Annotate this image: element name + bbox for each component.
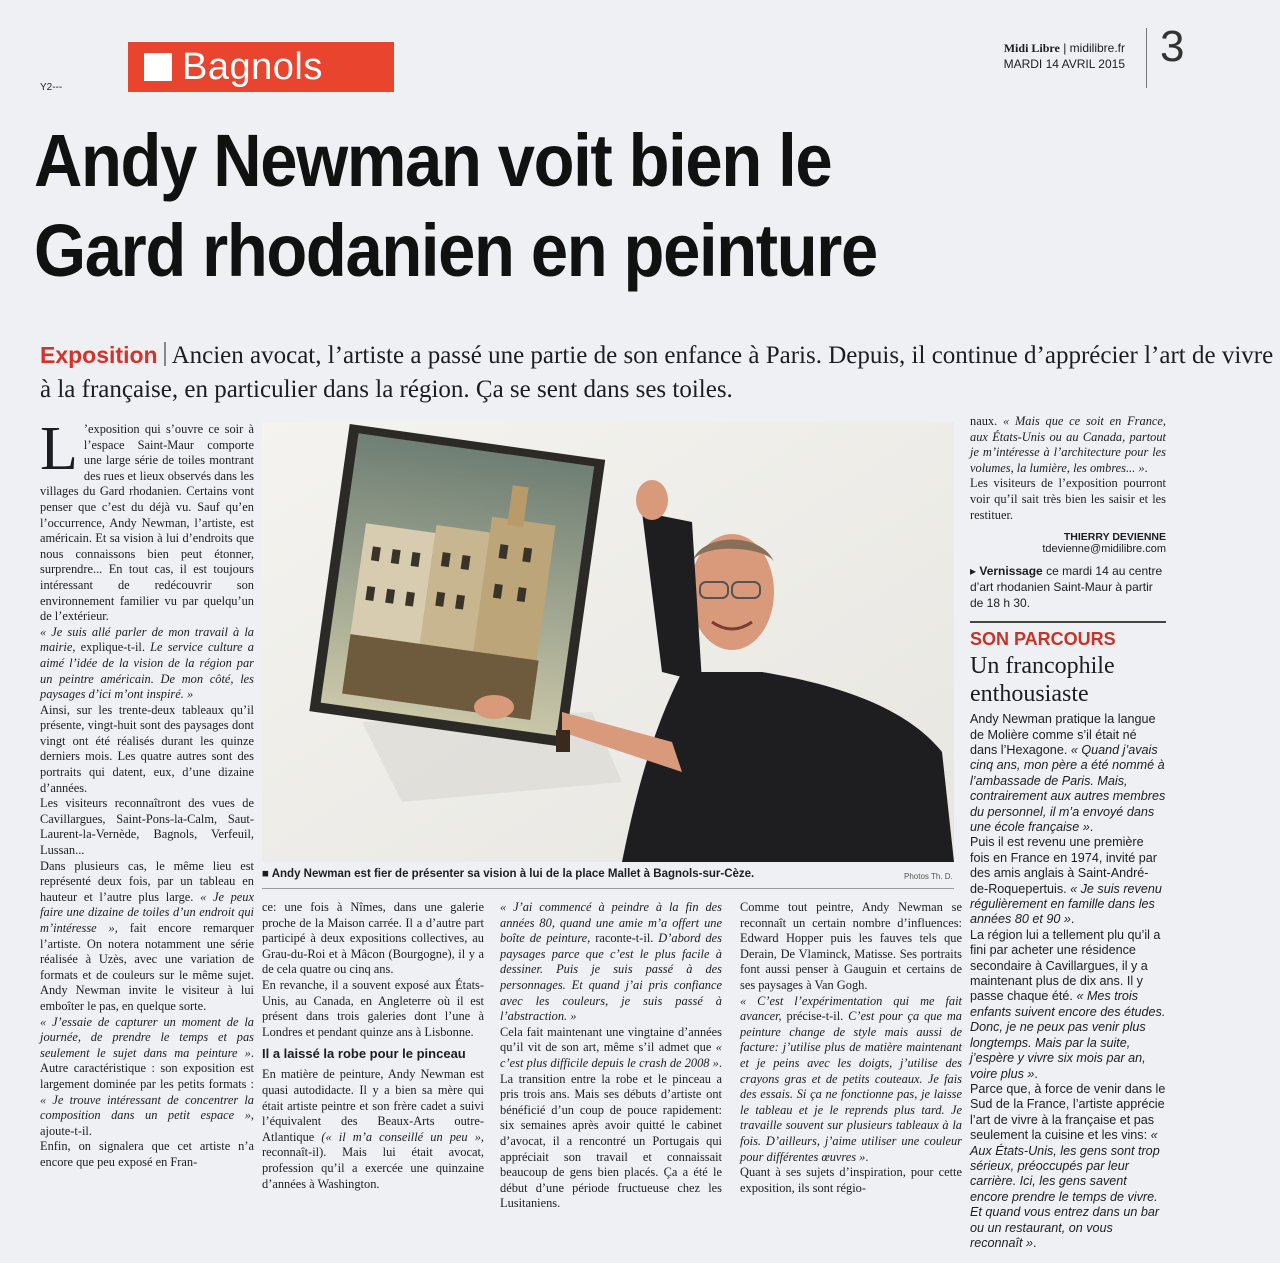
col1-p5-quote: « Je peux faire une dizaine de toiles d’un endroit qui m’intéresse »: [40, 889, 255, 935]
col3-quote-2: D’abord des paysages parce que c’est le plus facile à dessiner. Puis je suis passé à des personnages. Et quand j’ai pris confiance avec les couleurs, je suis passé à l’abstraction. »: [500, 931, 722, 1024]
sidebar-p3-b: .: [1034, 1066, 1038, 1081]
col5-p2: Les visiteurs de l’exposition pourront voir qu’il sait très bien les saisir et les restituer.: [970, 476, 1166, 522]
col1-p4: Les visiteurs reconnaîtront des vues de Cavillargues, Saint-Pons-la-Calm, Saut-Laurent-la-Vernède, Bagnols, Verfeuil, Lussan...: [40, 796, 254, 858]
kicker-divider: [164, 342, 166, 366]
col2-p3-a: En matière de peinture, Andy Newman est quasi autodidacte. Il y a bien sa mère qui était artiste peintre et son frère cadet a suivi l’équivalent des Beaux-Arts outre-Atlantique: [262, 1067, 484, 1144]
col2-p1: ce: une fois à Nîmes, dans une galerie proche de la Maison carrée. Il a d’autre part participé à deux expositions collectives, au Grau-du-Roi et à Mâcon (Bourgogne), il y a de cela quatre ou cinq ans.: [262, 900, 484, 977]
photo-caption-text: Andy Newman est fier de présenter sa vision à lui de la place Mallet à Bagnols-sur-Cèze.: [271, 868, 755, 880]
headline: [34, 116, 1138, 296]
dropcap: L: [40, 415, 78, 483]
vernissage-label: Vernissage: [979, 564, 1043, 579]
caption-rule: [262, 888, 954, 889]
col4-p1: Comme tout peintre, Andy Newman se reconnaît un certain nombre d’influences: Edward Hopper puis les fauves tels que Derain, De Vlaminck, Matisse. Ses portraits font aussi penser à Gauguin et certains de ses paysages à Van Gogh.: [740, 900, 962, 992]
masthead-paper: Midi Libre: [1003, 41, 1060, 55]
col4-quote-2: C’est pour ça que ma peinture change de style mais aussi de facture: j’utilise plus de matière maintenant et je peins avec les doigts, j’utilise des crayons gras et de petits couteaux. Je fais des essais. Si ça ne fonctionne pas, je laisse le tableau et je le reprends plus tard. Je travaille souvent sur plusieurs tableaux à la fois. D’ailleurs, j’aime utiliser une couleur pour différentes œuvres »: [740, 1009, 962, 1164]
masthead-site: midilibre.fr: [1069, 41, 1125, 55]
page-number: 3: [1160, 22, 1185, 71]
col1-quote-2: Le service culture a aimé l’idée de la vision de la région par un peintre américain. De mon côté, les paysages d’ici m’ont inspiré. »: [40, 640, 254, 702]
col1-p5-a: Dans plusieurs cas, le même lieu est représenté deux fois, par un tableau en hauteur et l’autre plus large.: [40, 858, 254, 904]
sidebar-rule: [970, 621, 1166, 623]
sidebar-p3-a: La région lui a tellement plu qu’il a fini par acheter une résidence secondaire à Cavillargues, il y a maintenant plus de dix ans. Il y passe chaque été.: [970, 927, 1161, 1004]
col3-p1-attr: raconte-t-il.: [590, 931, 659, 946]
col2-p3-b: , reconnaît-il). Mais lui était avocat, profession qu’il a exercée une quinzaine d’années à Washington.: [262, 1129, 484, 1191]
article-column-3: [500, 900, 722, 1212]
article-column-4: [740, 900, 962, 1196]
col3-p2-b: . La transition entre la robe et le pinceau a pris trois ans. Mais ses débuts d’artiste ont bénéficié d’un coup de pouce rapidement: six semaines après avoir quitté le cabinet d’avocat, il a rencontré un Portugais qui appréciait son travail et connaissait beaucoup de gens bien placés. Ça a été le début d’une période fructueuse chez les Lusitaniens.: [500, 1055, 722, 1211]
masthead-divider: [1146, 28, 1147, 88]
article-column-5: [970, 414, 1166, 1251]
col1-quote-1: « Je suis allé parler de mon travail à la mairie,: [40, 624, 254, 655]
col4-p2-attr: précise-t-il.: [781, 1009, 849, 1024]
masthead-date: MARDI 14 AVRIL 2015: [1003, 57, 1125, 71]
col3-quote-1: « J’ai commencé à peindre à la fin des années 80, quand une amie m’a offert une boîte de peinture,: [500, 900, 722, 946]
intro-kicker: Exposition: [40, 342, 158, 368]
section-square-icon: [144, 53, 172, 81]
sidebar-p3-quote: « Mes trois enfants suivent encore des études. Donc, je ne peux pas venir plus longtemps. Mais par la suite, j’espère y vivre six mois par an, voire plus »: [970, 989, 1166, 1081]
article-subhead: Il a laissé la robe pour le pinceau: [262, 1046, 466, 1062]
col1-p3: Ainsi, sur les trente-deux tableaux qu’il présente, vingt-huit sont des paysages dont vingt ont été réalisés durant les quinze derniers mois. Les quatre autres sont des portraits qui datent, eux, d’une dizaine d’années.: [40, 702, 254, 795]
col5-p1-b: .: [1144, 460, 1148, 475]
author-email: tdevienne@midilibre.com: [1042, 543, 1166, 556]
article-column-1: [40, 415, 255, 1171]
author-byline: THIERRY DEVIENNE: [1063, 531, 1166, 544]
photo-caption: ■ Andy Newman est fier de présenter sa vision à lui de la place Mallet à Bagnols-sur-Cèze.: [262, 868, 755, 880]
sidebar-p1-quote: « Quand j’avais cinq ans, mon père a été nommé à l’ambassade de Paris. Mais, contrairement aux autres membres du personnel, il m’a envoyé dans une école française »: [970, 742, 1166, 834]
col1-p7: Enfin, on signalera que cet artiste n’a encore que peu exposé en Fran-: [40, 1139, 254, 1169]
col5-p1-quote: « Mais que ce soit en France, aux États-Unis ou au Canada, partout je m’intéresse à l’architecture pour les volumes, la lumière, les ombres... »: [970, 414, 1166, 475]
sidebar-p4-a: Parce que, à force de venir dans le Sud de la France, l’artiste apprécie l’art de vivre à la française et pas seulement la cuisine et les vins:: [970, 1081, 1166, 1143]
col1-p2-attr: explique-t-il.: [75, 640, 151, 655]
vernissage-note: ▸ Vernissage ce mardi 14 au centre d’art rhodanien Saint-Maur à partir de 18 h 30.: [970, 564, 1163, 611]
sidebar-p4-b: .: [1033, 1235, 1037, 1250]
headline-line-2: Gard rhodanien en peinture: [34, 209, 877, 292]
section-tag-label: Bagnols: [182, 45, 323, 88]
col4-p2-b: .: [865, 1149, 869, 1164]
col1-p6-quote-2: « Je trouve intéressant de concentrer la composition dans un petit espace »: [40, 1092, 254, 1123]
vernissage-text: ce mardi 14 au centre d’art rhodanien Saint-Maur à partir de 18 h 30.: [970, 564, 1163, 611]
col3-p2-a: Cela fait maintenant une vingtaine d’années qu’il vit de son art, même s’il admet que: [500, 1024, 722, 1055]
sidebar-p2-quote: « Je suis revenu régulièrement en famille dans les années 80 et 90 »: [970, 881, 1162, 927]
col1-p6-b: , ajoute-t-il.: [40, 1108, 254, 1138]
col2-p2: En revanche, il a souvent exposé aux États-Unis, au Canada, en Angleterre où il est présent dans trois galeries dont l’une à Londres et pendant quinze ans à Lisbonne.: [262, 977, 484, 1039]
intro: [40, 338, 1280, 407]
col4-p3: Quant à ses sujets d’inspiration, pour cette exposition, ils sont régio-: [740, 1165, 962, 1195]
sidebar-title: SON PARCOURS: [970, 629, 1116, 650]
sidebar-deck: Un francophile enthousiaste: [970, 653, 1115, 708]
col5-p1-a: naux.: [970, 414, 1003, 428]
photo-artist-with-painting: [262, 422, 954, 862]
sidebar-p2-a: Puis il est revenu une première fois en France en 1974, invité par des amis anglais à Saint-André-de-Roquepertuis.: [970, 835, 1157, 896]
page-ref: Y2---: [40, 82, 63, 93]
col2-p3-quote: (« il m’a conseillé un peu »: [321, 1129, 481, 1144]
sidebar-body: [970, 712, 1166, 1251]
col1-p6-a: . Autre caractéristique : son exposition est largement dominée par les petits formats :: [40, 1045, 254, 1091]
article-column-2: [262, 900, 484, 1192]
sidebar-p1-b: .: [1089, 820, 1094, 834]
col3-p2-quote: « c’est plus difficile depuis le crash de 2008 »: [500, 1040, 722, 1070]
col1-p6-quote: « J’essaie de capturer un moment de la journée, de prendre le temps et pas seulement le sujet dans ma peinture »: [40, 1014, 254, 1060]
sidebar-p1-a: Andy Newman pratique la langue de Molière comme s’il était né dans l’Hexagone.: [970, 712, 1156, 757]
col1-p1: ’exposition qui s’ouvre ce soir à l’espace Saint-Maur comporte une large série de toiles montrant des rues et lieux observés dans les villages du Gard rhodanien. Certains vont penser que c’est du déjà vu. Sauf qu’en l’occurrence, Andy Newman, l’artiste, est américain. Et sa vision à lui d’endroits que nous connaissons bien peut étonner, surprendre... En tout cas, il est toujours intéressant de redécouvrir son environnement familier vu par quelqu’un de l’extérieur.: [40, 422, 254, 624]
section-tag: [128, 42, 394, 92]
article-photo: [262, 422, 954, 862]
headline-line-1: Andy Newman voit bien le: [34, 119, 832, 202]
intro-text: Ancien avocat, l’artiste a passé une partie de son enfance à Paris. Depuis, il continue d’apprécier l’art de vivre à la française, en particulier dans la région. Ça se sent dans ses toiles.: [40, 342, 1274, 403]
sidebar-p4-quote: « Aux États-Unis, les gens sont trop sérieux, préoccupés par leur carrière. Ici, les gens savent encore prendre le temps de vivre. Et quand vous entrez dans un bar ou un restaurant, on vous reconnaît »: [970, 1128, 1160, 1250]
col1-p5-b: , fait encore remarquer l’artiste. On notera notamment une série réalisée à Uzès, avec une variation de formats et de couleurs sur le même sujet. Andy Newman invite le visiteur à lui emboîter le pas, en quelque sorte.: [40, 921, 255, 1013]
sidebar-p2-b: .: [1070, 912, 1075, 927]
photo-credit: Photos Th. D.: [904, 872, 953, 881]
masthead: Midi Libre | midilibre.fr MARDI 14 AVRIL 2015: [1003, 41, 1125, 71]
col4-quote-1: « C’est l’expérimentation qui me fait avancer,: [740, 993, 962, 1024]
